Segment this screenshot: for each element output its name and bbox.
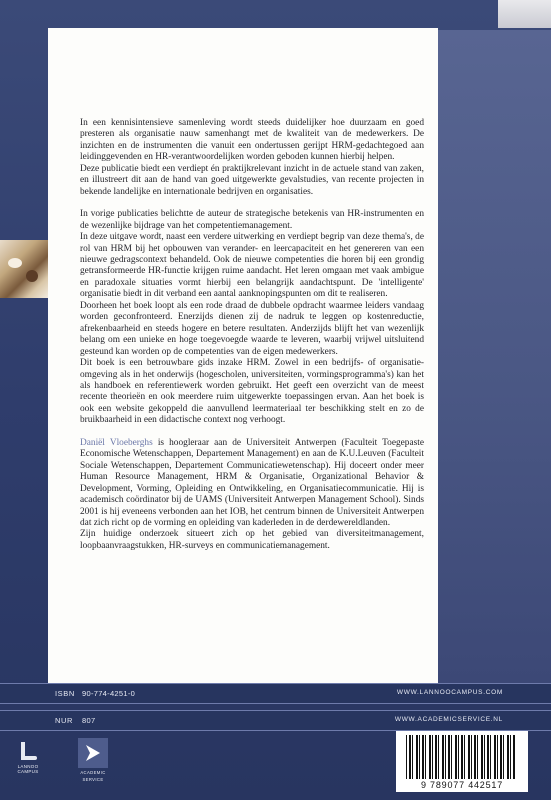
author-research: Zijn huidige onderzoek situeert zich op het gebied van diversiteitmanagement, loopbaanvraagstukken, HR-surveys en communicatiemanagement. xyxy=(80,529,424,551)
body-paragraph: Doorheen het boek loopt als een rode draad de dubbele opdracht waarmee leiders vandaag worden geconfronteerd. Enerzijds dienen zij de nadruk te leggen op kostenreductie, afrekenbaarheid en steeds hogere en betere resultaten. Anderzijds blijft het van wezenlijk belang om een unieke en hoge toegevoegde waarde te leveren, waarbij vrijwel uitsluitend gesteund kan worden op de competenties van de eigen medewerkers. xyxy=(80,300,424,357)
lannoo-brand-line: CAMPUS xyxy=(17,769,39,774)
author-name: Daniël Vloeberghs xyxy=(80,437,153,448)
lannoo-campus-logo xyxy=(14,742,42,780)
cover-photo-strip xyxy=(0,240,48,298)
photo-detail xyxy=(26,270,38,282)
isbn-label: ISBN xyxy=(55,689,75,698)
page-edge xyxy=(498,0,551,28)
lannoo-brand-line: LANNOO xyxy=(17,764,39,769)
body-paragraph: In vorige publicaties belichtte de auteur de strategische betekenis van HR-instrumenten en de wezenlijke bijdrage van het competentiemanagement. xyxy=(80,209,424,231)
academicservice-url: WWW.ACADEMICSERVICE.NL xyxy=(394,716,503,723)
isbn-bar xyxy=(0,683,551,704)
academic-service-logo xyxy=(70,738,116,784)
nur-value: 807 xyxy=(82,716,96,725)
right-band xyxy=(438,30,551,685)
author-bio: is hoogleraar aan de Universiteit Antwerpen (Faculteit Toegepaste Economische Wetenschappen, Departement Management) en aan de K.U.Leuven (Faculteit Sociale Wetenschappen, Departement Communicatiewetenschap). Hij doceert onder meer Human Resource Management, HRM & Organisatie, Organizational Behavior & Development, Vorming, Opleiding en Ontwikkeling, en Organisatiecommunicatie. Hij is academisch coördinator bij de UAMS (Universiteit Antwerpen Management School). Sinds 2001 is hij eveneens verbonden aan het IOB, het centrum binnen de Universiteit Antwerpen dat zich richt op de vorming en opleiding van kaderleden in de derdewereldlanden. xyxy=(80,437,424,528)
isbn-barcode xyxy=(396,731,528,792)
body-paragraph: In deze uitgave wordt, naast een verdere uitwerking en verdiept begrip van deze thema's, de rol van HRM bij het opbouwen van verander- en leercapaciteit en het genereren van een nieuwe gedragscontext behandeld. Ook de nieuwe competenties die horen bij een grondig getransformeerde HR-functie krijgen ruime aandacht. Het leren omgaan met vaak ambigue en paradoxale situaties vormt hierbij een belangrijk aandachtspunt. De 'intelligente' organisatie biedt in dit verband een aantal aanknopingspunten om dit te realiseren. xyxy=(80,232,424,300)
spacer xyxy=(80,427,424,438)
lannoo-mark-icon xyxy=(17,742,39,764)
lannoocampus-url: WWW.LANNOOCAMPUS.COM xyxy=(396,689,503,696)
blurb-text xyxy=(80,118,424,552)
nur-bar xyxy=(0,710,551,731)
arrow-icon xyxy=(78,738,108,768)
body-paragraph: Dit boek is een betrouwbare gids inzake HRM. Zowel in een bedrijfs- of organisatie-omgeving als in het onderwijs (hogescholen, universiteiten, vormingsprogramma's) kan het als handboek en referentiewerk worden gebruikt. Het geeft een overzicht van de meest recente theorieën en ook meerdere ruim uitgewerkte toepassingen ervan. Aan het boek is ook een website gekoppeld die aanvullend leermateriaal ter beschikking stelt en zo de bruikbaarheid in een didactische context nog verhoogt. xyxy=(80,358,424,426)
intro-paragraph: Deze publicatie biedt een verdiept én praktijkrelevant inzicht in de actuele stand van zaken, en illustreert dit aan de hand van goed uitgewerkte gevalstudies, van recente projecten in bekende landelijke en internationale bedrijven en organisaties. xyxy=(80,163,424,197)
isbn-value: 90-774-4251-0 xyxy=(82,689,136,698)
spacer xyxy=(80,198,424,209)
intro-paragraph: In een kennisintensieve samenleving wordt steeds duidelijker hoe duurzaam en goed presteren als organisatie nauw samenhangt met de kwaliteit van de medewerkers. De inzichten en de instrumenten die vanuit een ondertussen gerijpt HRM-gedachtegoed aan leidinggevenden en HR-verantwoordelijken worden geboden kunnen hierbij helpen. xyxy=(80,118,424,163)
academic-brand-line: SERVICE xyxy=(82,777,104,782)
barcode-bars xyxy=(406,735,516,779)
nur-label: NUR xyxy=(55,716,74,725)
barcode-digits: 9 789077 442517 xyxy=(420,780,504,790)
author-paragraph xyxy=(80,438,424,530)
photo-detail xyxy=(8,258,22,268)
academic-brand-line: ACADEMIC xyxy=(80,770,106,775)
